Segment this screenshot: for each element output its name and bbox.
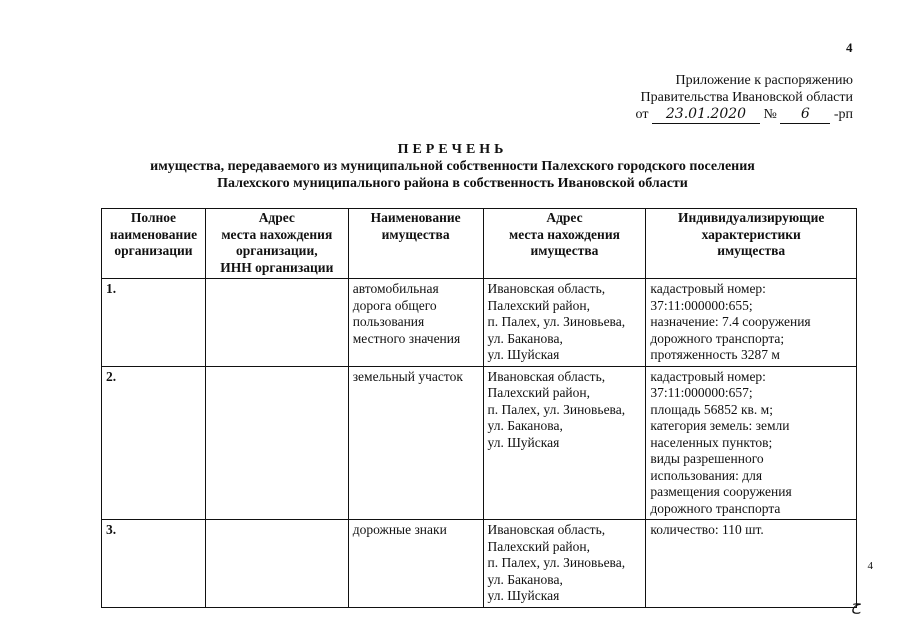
property-address-line: ул. Баканова, <box>487 330 563 346</box>
column-header <box>205 209 348 279</box>
property-address-line: Палехский район, <box>487 385 591 400</box>
property-address-line: ул. Шуйская <box>487 588 560 603</box>
column-header-line: наименование <box>109 226 198 242</box>
column-header-line: Индивидуализирующие <box>678 210 825 225</box>
property-address-line: ул. Баканова, <box>487 571 563 587</box>
characteristics-cell <box>646 520 857 608</box>
column-header-line: организации <box>114 243 193 258</box>
characteristics-line: использования: для <box>650 467 763 483</box>
table-row <box>102 366 857 520</box>
appendix-block <box>636 72 853 124</box>
characteristics-line: виды разрешенного <box>650 451 764 466</box>
column-header <box>348 209 483 279</box>
property-address-line: Ивановская область, <box>487 522 606 537</box>
column-header-line: характеристики <box>701 226 801 242</box>
property-address-line: Палехский район, <box>487 297 591 313</box>
appendix-line-2: Правительства Ивановской области <box>640 90 853 105</box>
characteristics-line: дорожного транспорта; <box>650 330 785 346</box>
handwritten-mark: ح <box>850 595 861 614</box>
order-line <box>636 106 853 124</box>
characteristics-line: размещения сооружения <box>650 484 792 499</box>
column-header-line: ИНН организации <box>220 259 334 275</box>
property-address-line: ул. Шуйская <box>487 347 560 362</box>
characteristics-line: категория земель: земли <box>650 418 790 433</box>
characteristics-line: кадастровый номер: <box>650 281 766 296</box>
column-header-line: имущества <box>381 226 450 242</box>
property-address-line: ул. Баканова, <box>487 418 563 433</box>
column-header-line: организации, <box>236 243 318 258</box>
order-suffix: -рп <box>833 107 853 122</box>
from-label: от <box>635 107 649 122</box>
column-header <box>102 209 206 279</box>
document-subtitle-line-2: Палехского муниципального района в собственность Ивановской области <box>217 176 688 191</box>
characteristics-cell <box>646 279 857 367</box>
property-name-cell <box>348 520 483 608</box>
property-address-line: Ивановская область, <box>487 368 606 384</box>
margin-mark: 4 <box>867 560 873 572</box>
property-table <box>101 208 857 608</box>
property-address-cell <box>483 279 646 367</box>
number-label: № <box>763 107 777 122</box>
property-address-line: Палехский район, <box>487 538 591 554</box>
property-name-line: дорога общего <box>352 297 437 313</box>
characteristics-line: протяженность 3287 м <box>650 347 780 362</box>
organization-address-cell <box>205 366 348 520</box>
column-header-line: имущества <box>530 243 599 258</box>
row-number: 2. <box>102 366 206 520</box>
property-address-cell <box>483 366 646 520</box>
table-row <box>102 520 857 608</box>
page-number: 4 <box>846 40 853 55</box>
column-header <box>483 209 646 279</box>
row-number: 3. <box>102 520 206 608</box>
order-number: 6 <box>780 106 830 124</box>
property-name-line: пользования <box>352 314 425 329</box>
organization-address-cell <box>205 520 348 608</box>
column-header-line: места нахождения <box>509 226 620 242</box>
column-header-line: Наименование <box>370 210 461 225</box>
property-address-line: п. Палех, ул. Зиновьева, <box>487 314 626 329</box>
document-subtitle-line-1: имущества, передаваемого из муниципальной собственности Палехского городского поселения <box>150 159 755 174</box>
characteristics-line: дорожного транспорта <box>650 500 781 516</box>
property-name-cell <box>348 279 483 367</box>
characteristics-line: 37:11:000000:657; <box>650 385 753 400</box>
table-row <box>102 279 857 367</box>
property-address-line: Ивановская область, <box>487 281 606 296</box>
appendix-line-1: Приложение к распоряжению <box>675 73 853 88</box>
property-address-line: п. Палех, ул. Зиновьева, <box>487 555 626 570</box>
characteristics-line: 37:11:000000:655; <box>650 297 753 313</box>
column-header-line: Полное <box>130 210 177 225</box>
property-name-cell <box>348 366 483 520</box>
column-header-line: Адрес <box>258 210 295 225</box>
row-number: 1. <box>102 279 206 367</box>
table-header-row <box>102 209 857 279</box>
characteristics-line: населенных пунктов; <box>650 434 773 450</box>
property-name-line: дорожные знаки <box>352 522 447 537</box>
property-address-line: ул. Шуйская <box>487 434 560 450</box>
column-header-line: места нахождения <box>221 226 333 242</box>
organization-address-cell <box>205 279 348 367</box>
property-address-cell <box>483 520 646 608</box>
column-header-line: Адрес <box>546 210 583 225</box>
property-name-line: земельный участок <box>352 368 463 384</box>
property-name-line: автомобильная <box>352 281 439 296</box>
column-header-line: имущества <box>717 243 786 258</box>
characteristics-line: количество: 110 шт. <box>650 522 764 537</box>
characteristics-line: кадастровый номер: <box>650 368 766 384</box>
property-name-line: местного значения <box>352 330 461 346</box>
characteristics-line: назначение: 7.4 сооружения <box>650 314 811 329</box>
document-title-block <box>0 141 905 192</box>
characteristics-line: площадь 56852 кв. м; <box>650 401 773 417</box>
order-date: 23.01.2020 <box>652 106 760 124</box>
characteristics-cell <box>646 366 857 520</box>
column-header <box>646 209 857 279</box>
document-title: ПЕРЕЧЕНЬ <box>397 142 508 157</box>
property-address-line: п. Палех, ул. Зиновьева, <box>487 401 626 417</box>
